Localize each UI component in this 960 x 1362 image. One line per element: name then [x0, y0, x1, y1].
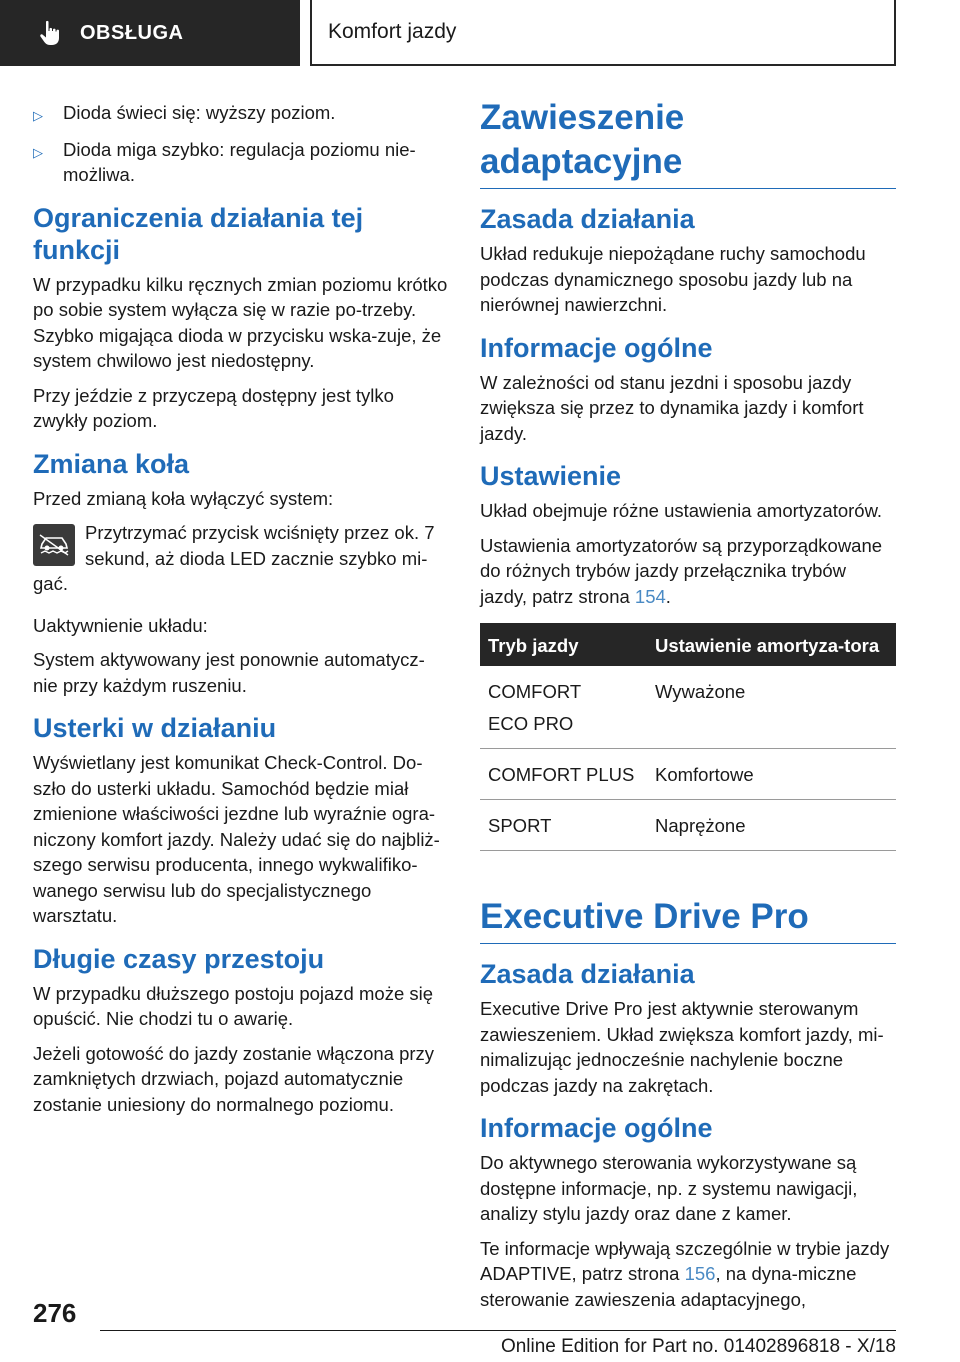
triangle-bullet-icon: ▷ — [33, 144, 43, 160]
page-number: 276 — [33, 1298, 77, 1328]
mode-name: COMFORT — [488, 681, 582, 702]
wheel-change-paragraph-3: System aktywowany jest ponownie automatycz‐nie przy każdym ruszeniu. — [33, 649, 425, 696]
edp-general-paragraph-2 — [480, 1236, 896, 1313]
table-row — [480, 749, 896, 800]
page-link-156[interactable]: 156 — [684, 1263, 716, 1284]
setting-cell: Komfortowe — [647, 749, 896, 800]
bullet-text: Dioda świeci się: wyższy poziom. — [63, 102, 336, 123]
adaptive-principle-paragraph: Układ redukuje niepożądane ruchy samochodu podczas dynamicznego sposobu jazdy lub na nierównej nawierzchni. — [480, 243, 866, 315]
chapter-tab — [310, 0, 896, 66]
table-row — [480, 800, 896, 851]
bullet-text: Dioda miga szybko: regulacja poziomu nie‐możliwa. — [63, 138, 416, 185]
edition-note: Online Edition for Part no. 01402896818 - X/18 — [500, 1336, 896, 1357]
edp-general-heading: Informacje ogólne — [480, 1113, 713, 1143]
limits-paragraph-2: Przy jeździe z przyczepą dostępny jest tylko zwykły poziom. — [33, 384, 394, 431]
mode-cell — [480, 666, 647, 749]
faults-heading: Usterki w działaniu — [33, 713, 277, 743]
triangle-bullet-icon: ▷ — [33, 108, 43, 123]
mode-cell — [480, 749, 647, 800]
mode-name: ECO PRO — [488, 713, 574, 734]
page-link-154[interactable]: 154 — [634, 585, 666, 607]
idle-paragraph-2: Jeżeli gotowość do jazdy zostanie włączona przy zamkniętych drzwiach, pojazd automatycznie zostanie uniesiony do normalnego poziomu. — [33, 1042, 435, 1115]
page-header — [0, 0, 960, 66]
pointing-hand-icon — [36, 18, 66, 48]
executive-drive-pro-title: Executive Drive Pro — [480, 895, 896, 944]
adaptive-suspension-title: Zawieszenie adaptacyjne — [480, 96, 896, 189]
bullet-item — [33, 100, 449, 129]
wheel-change-paragraph-1: Przed zmianą koła wyłączyć system: — [33, 487, 334, 509]
setting-cell: Wyważone — [647, 666, 896, 749]
wheel-change-instruction-text: Przytrzymać przycisk wciśnięty przez ok. 7 sekund, aż dioda LED zacznie szybko mi‐gać. — [33, 522, 435, 594]
edp-principle-paragraph: Executive Drive Pro jest aktywnie sterowanym zawieszeniem. Układ zwiększa komfort jazdy, mi‐nimalizując jednocześnie nachylenie boczne podczas jazdy na zakrętach. — [480, 998, 884, 1096]
edp-general-paragraph-1: Do aktywnego sterowania wykorzystywane są dostępne informacje, np. z systemu nawigacji, analizy stylu jazdy oraz dane z kamer. — [480, 1152, 858, 1224]
setting-heading: Ustawienie — [480, 461, 622, 491]
section-tab — [0, 0, 300, 66]
setting-text-end: . — [665, 585, 671, 607]
damper-settings-table — [480, 623, 896, 851]
idle-paragraph-1: W przypadku dłuższego postoju pojazd może się opuścić. Nie chodzi tu o awarię. — [33, 982, 434, 1029]
adaptive-general-heading: Informacje ogólne — [480, 332, 713, 363]
edp-text: Te informacje wpływają szczególnie w trybie jazdy ADAPTIVE, patrz strona — [480, 1237, 890, 1284]
adaptive-principle-heading: Zasada działania — [480, 204, 695, 234]
mode-cell — [480, 800, 647, 851]
wheel-change-instruction — [33, 520, 449, 597]
car-suspension-icon — [33, 524, 75, 566]
adaptive-general-paragraph: W zależności od stanu jezdni i sposobu jazdy zwiększa się przez to dynamika jazdy i komfort jazdy. — [480, 371, 864, 444]
edp-principle-heading: Zasada działania — [480, 959, 695, 989]
faults-paragraph: Wyświetlany jest komunikat Check-Control. Do‐szło do usterki układu. Samochód będzie miał zmienione właściwości jezdne lub wyraźnie ogra‐niczony komfort jazdy. Należy udać się do najbliż‐szego serwisu producenta, innego wykwalifiko‐wanego serwisu lub do specjalistycznego warsztatu. — [33, 752, 440, 926]
right-column — [480, 96, 896, 1321]
section-label: OBSŁUGA — [80, 21, 184, 44]
table-header-row — [480, 623, 896, 666]
footer-divider — [100, 1330, 896, 1331]
limits-paragraph-1: W przypadku kilku ręcznych zmian poziomu krótko po sobie system wyłącza się w razie po‐trzeby. Szybko migająca dioda w przycisku wska‐zuje, że system chwilowo jest niedostępny. — [33, 273, 448, 371]
wheel-change-heading: Zmiana koła — [33, 448, 190, 479]
chapter-label: Komfort jazdy — [328, 20, 457, 43]
edp-text-end: , na dyna‐miczne sterowanie zawieszenia adaptacyjnego, — [480, 1263, 857, 1310]
mode-name: COMFORT PLUS — [488, 764, 635, 785]
setting-paragraph-1: Układ obejmuje różne ustawienia amortyzatorów. — [480, 500, 883, 521]
setting-text: Ustawienia amortyzatorów są przyporządkowane do różnych trybów jazdy przełącznika trybów jazdy, patrz strona — [480, 534, 883, 607]
mode-name: SPORT — [488, 815, 552, 836]
column-header-mode: Tryb jazdy — [488, 635, 579, 656]
bullet-item — [33, 137, 449, 188]
setting-paragraph-2 — [480, 533, 896, 610]
setting-cell: Naprężone — [647, 800, 896, 851]
table-row — [480, 666, 896, 749]
wheel-change-paragraph-2: Uaktywnienie układu: — [33, 614, 208, 636]
column-header-setting: Ustawienie amortyza‐tora — [655, 635, 880, 656]
left-column — [33, 100, 449, 1126]
idle-heading: Długie czasy przestoju — [33, 943, 325, 974]
limits-heading: Ograniczenia działania tej funkcji — [33, 202, 364, 265]
